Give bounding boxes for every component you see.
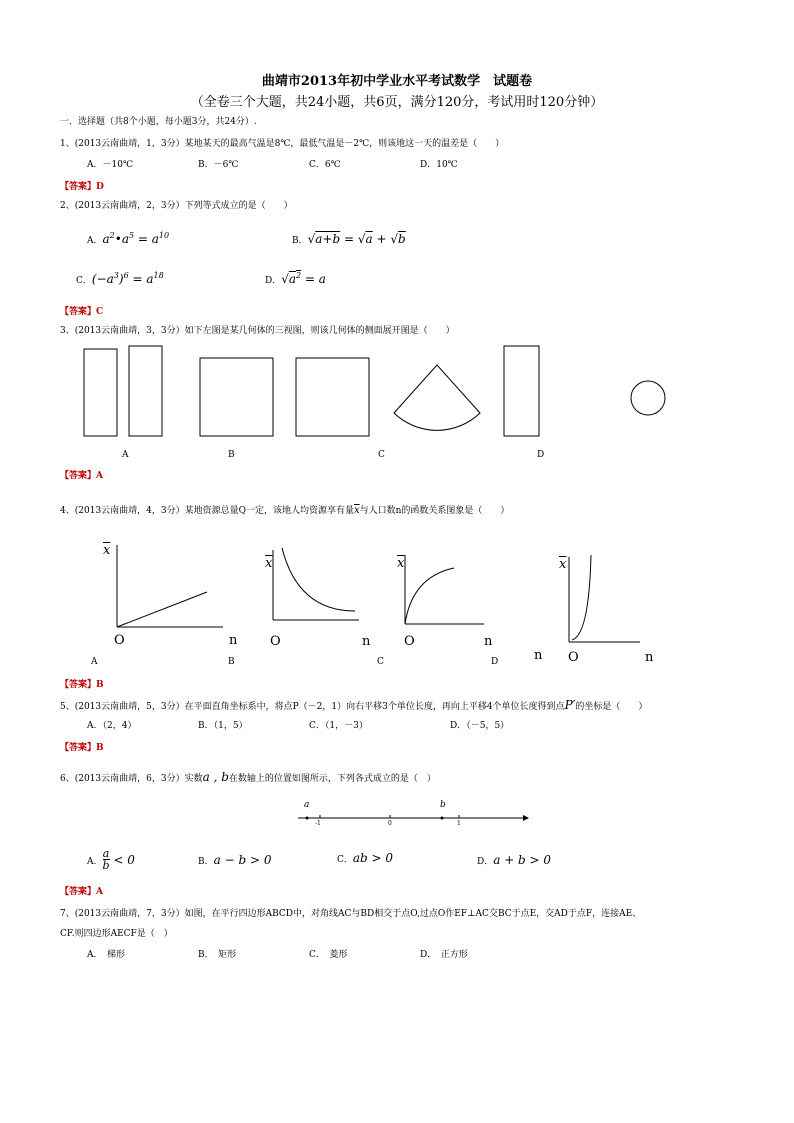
three-view-top	[200, 358, 273, 436]
page-title: 曲靖市2013年初中学业水平考试数学 试题卷	[261, 74, 533, 89]
q6-tick-label-0: 0	[388, 820, 392, 827]
q6-tick-label-1: 1	[457, 820, 461, 827]
q2-option-a: A．$a^2•a^5 = a^{10}$	[87, 231, 170, 246]
q3-label-d: D	[537, 450, 545, 460]
q4-d-extra-n: n	[534, 648, 543, 663]
q6-option-c: C．ab > 0	[337, 851, 394, 865]
q5-option-b: B．（1，5）	[198, 721, 248, 731]
q4-c-origin: O	[404, 634, 415, 649]
three-view-side	[129, 346, 162, 436]
q5-option-c: C．（1，－3）	[309, 721, 368, 731]
point-a	[306, 817, 309, 820]
q5-stem: 5、(2013云南曲靖，5，3分）在平面直角坐标系中，将点P（－2，1）向右平移3个单位长度，再向上平移4个单位长度得到点P′的坐标是（ ）	[60, 698, 648, 712]
page-subtitle: （全卷三个大题，共24小题，共6页，满分120分，考试用时120分钟）	[190, 95, 604, 110]
q1-stem: 1、(2013云南曲靖，1，3分）某地某天的最高气温是8℃，最低气温是－2℃，则该地这一天的温差是（ ）	[60, 139, 505, 149]
q4-a-xaxis: n	[229, 633, 238, 648]
q4-label-a: A	[91, 657, 98, 667]
q4-label-d: D	[491, 657, 499, 667]
q3-figures	[0, 340, 794, 460]
q1-answer: 【答案】D	[60, 182, 104, 192]
q6-label-a: a	[304, 800, 310, 810]
q6-option-b: B．a − b > 0	[198, 853, 272, 867]
q4-label-b: B	[228, 657, 235, 667]
q4-graph-d	[560, 535, 670, 655]
q2-answer: 【答案】C	[60, 307, 104, 317]
q4-c-yaxis: $\overline{x}$	[397, 556, 405, 571]
q4-d-origin: O	[568, 650, 579, 665]
q1-option-c: C．6℃	[309, 160, 341, 170]
q4-answer: 【答案】B	[60, 680, 104, 690]
q4-a-yaxis: $\overline{x}$	[103, 543, 111, 558]
section-heading: 一．选择题（共8个小题，每小题3分，共24分）.	[60, 117, 257, 127]
q5-answer: 【答案】B	[60, 743, 104, 753]
q2-option-b: B．√a+b = √a + √b	[292, 232, 406, 246]
q7-stem-line1: 7、(2013云南曲靖，7，3分）如图，在平行四边形ABCD中，对角线AC与BD相交于点O,过点O作EF⊥AC交BC于点E，交AD于点F，连接AE、	[60, 909, 642, 919]
q6-answer: 【答案】A	[60, 887, 103, 897]
q4-label-c: C	[377, 657, 384, 667]
q3-stem: 3、(2013云南曲靖，3，3分）如下左图是某几何体的三视图，则该几何体的侧面展开图是（ ）	[60, 326, 455, 336]
option-d-rectangle	[504, 346, 539, 436]
q7-option-b: B． 矩形	[198, 950, 237, 960]
q3-answer: 【答案】A	[60, 471, 103, 481]
q4-b-yaxis: $\overline{x}$	[265, 556, 273, 571]
q2-option-c: C．$(-a^3)^6 = a^{18}$	[76, 271, 164, 286]
q1-option-b: B．－6℃	[198, 160, 239, 170]
q6-tick-label-neg1: -1	[315, 820, 321, 827]
q6-option-d: D．a + b > 0	[477, 853, 552, 867]
q4-b-origin: O	[270, 634, 281, 649]
q1-option-a: A．－10℃	[87, 160, 134, 170]
q5-option-d: D．（－5，5）	[450, 721, 510, 731]
q4-d-yaxis: $\overline{x}$	[559, 557, 567, 572]
three-view-front	[84, 349, 117, 436]
q4-c-xaxis: n	[484, 634, 493, 649]
q6-label-b: b	[440, 800, 446, 810]
q4-a-origin: O	[114, 633, 125, 648]
q7-option-d: D． 正方形	[420, 950, 468, 960]
q6-stem: 6、(2013云南曲靖，6，3分）实数a , b在数轴上的位置如图所示，下列各式成立的是（ ）	[60, 770, 436, 784]
q6-number-line	[290, 806, 530, 836]
q1-option-d: D．10℃	[420, 160, 458, 170]
q7-option-a: A． 梯形	[87, 950, 125, 960]
q4-graph-b	[270, 535, 370, 655]
q7-stem-line2: CF.则四边形AECF是（ ）	[60, 929, 173, 939]
option-c-sector	[394, 365, 480, 430]
q3-label-b: B	[228, 450, 235, 460]
q2-stem: 2、(2013云南曲靖，2，3分）下列等式成立的是（ ）	[60, 201, 293, 211]
point-b	[441, 817, 444, 820]
q3-label-a: A	[122, 450, 129, 460]
q6-option-a: A． $\frac{a}{b}$ < 0	[87, 847, 135, 872]
option-b-square	[296, 358, 369, 436]
q4-b-xaxis: n	[362, 634, 371, 649]
q4-stem: 4、(2013云南曲靖，4，3分）某地资源总量Q一定，该地人均资源享有量$\overline{x}$与人口数n的函数关系图象是（ ）	[60, 505, 510, 516]
q3-label-c: C	[378, 450, 385, 460]
q4-d-xaxis: n	[645, 650, 654, 665]
q5-option-a: A．（2，4）	[87, 721, 137, 731]
three-view-circle	[631, 381, 665, 415]
q7-option-c: C． 菱形	[309, 950, 348, 960]
q2-option-d: D．$√a^2 = a$	[265, 271, 326, 286]
